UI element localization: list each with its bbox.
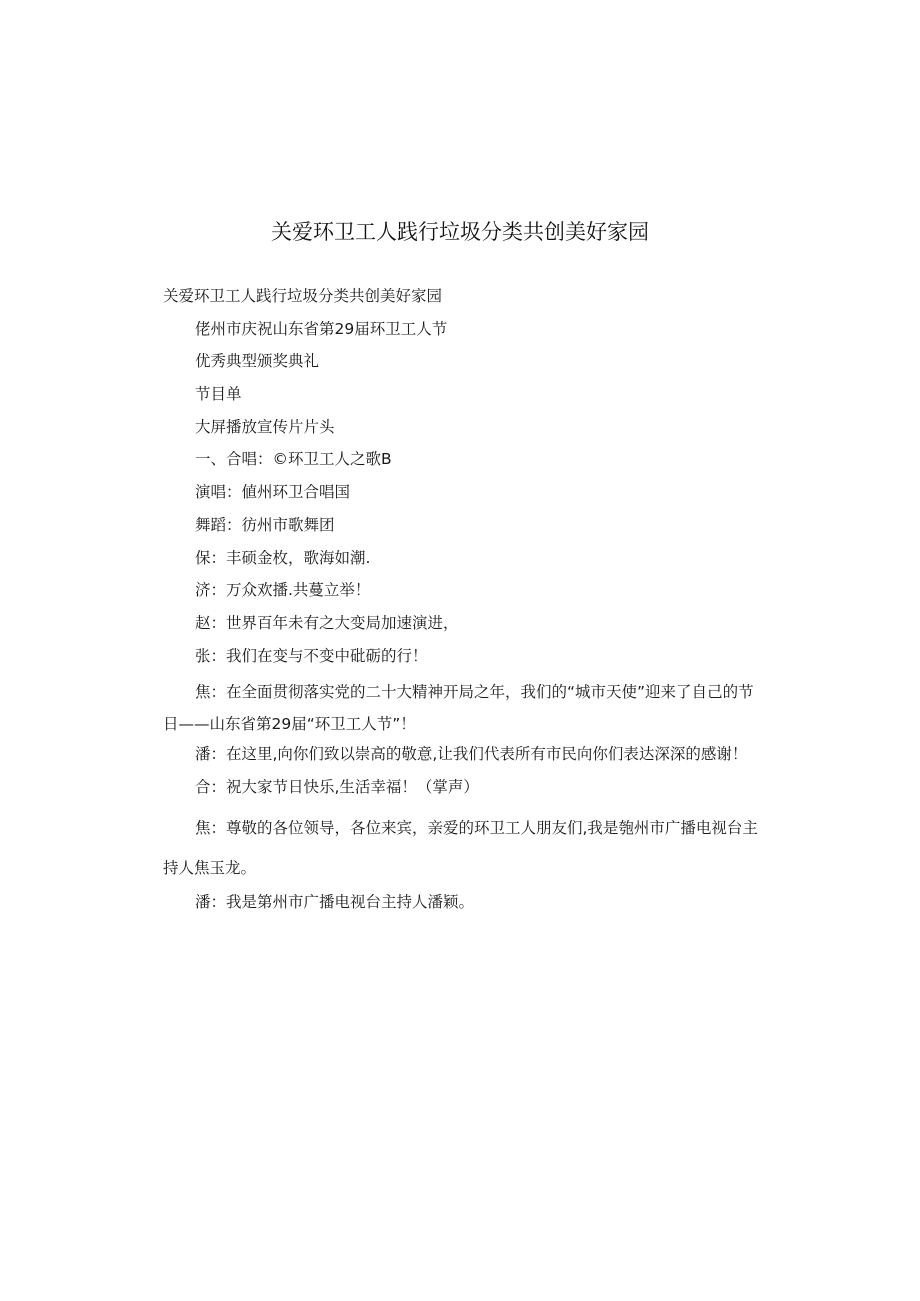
paragraph-line-zhao: 赵：世界百年未有之大变局加速演进， xyxy=(195,613,459,632)
paragraph-line-bao: 保：丰硕金枚，歌海如潮. xyxy=(195,548,371,567)
document-body xyxy=(163,284,763,922)
document-title: 关爱环卫工人践行垃圾分类共创美好家园 xyxy=(271,220,649,244)
paragraph-screen-intro: 大屏播放宣传片片头 xyxy=(195,417,335,436)
paragraph-line-ji: 济：万众欢播.共蔓立举！ xyxy=(195,581,371,600)
paragraph-line-pan-2: 潘：我是第州市广播电视台主持人潘颖。 xyxy=(195,892,475,911)
paragraph-program-list: 节目单 xyxy=(195,385,242,404)
paragraph-line-pan-1: 潘：在这里,向你们致以崇高的敬意,让我们代表所有市民向你们表达深深的感谢！ xyxy=(195,745,748,764)
paragraph-heading: 关爱环卫工人践行垃圾分类共创美好家园 xyxy=(163,287,443,305)
paragraph-event-line-1: 佬州市庆祝山东省第29届环卫工人节 xyxy=(195,319,448,338)
paragraph-line-jiao-1: 焦：在全面贯彻落实党的二十大精神开局之年，我们的“城市天使”迎来了自己的节日——山东省第29届“环卫工人节”！ xyxy=(163,683,754,734)
paragraph-event-line-2: 优秀典型颁奖典礼 xyxy=(195,352,320,371)
paragraph-chorus: 一、合唱：©环卫工人之歌B xyxy=(195,450,392,469)
paragraph-line-zhang: 张：我们在变与不变中砒砺的行！ xyxy=(195,646,428,665)
paragraph-singer: 演唱：値州环卫合唱国 xyxy=(195,483,351,502)
paragraph-line-together: 合：祝大家节日快乐,生活幸福！（掌声） xyxy=(195,777,479,796)
paragraph-line-jiao-2: 焦：尊敬的各位领导，各位来宾，亲爱的环卫工人朋友们,我是匏州市广播电视台主持人焦玉龙。 xyxy=(163,818,758,877)
paragraph-dance: 舞蹈：彷州市歌舞团 xyxy=(195,515,335,534)
